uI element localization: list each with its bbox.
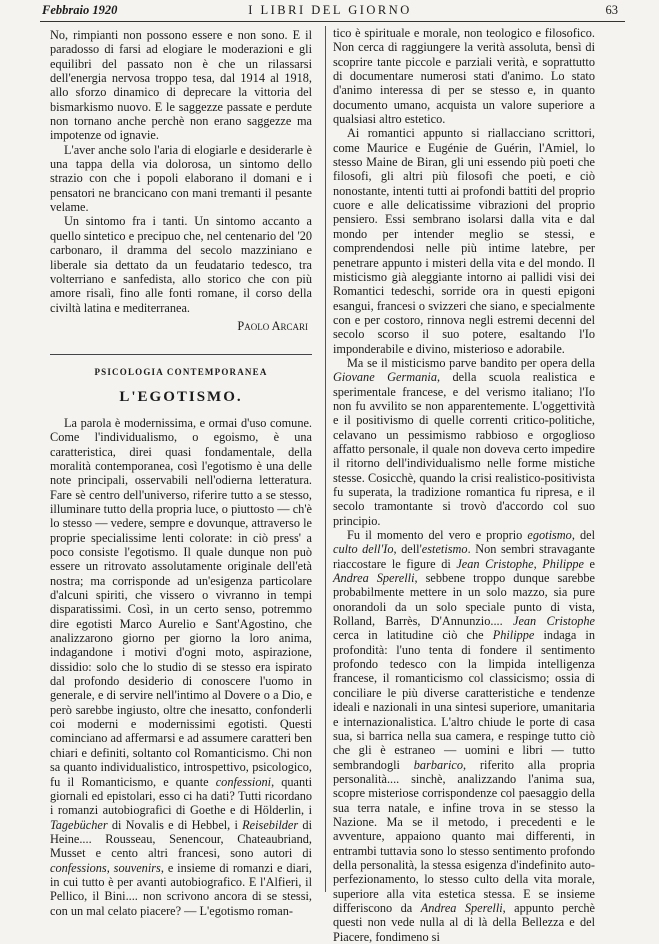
column-divider [325,26,326,892]
italic-run: Giovane Germania [333,370,437,385]
text-run: , sebbene troppo dunque sarebbe probabilmente mettere in un solo mazzo, sia pure onorandoli da un solo speciale punto di vista, Rolland, Barrès, D'Annunzio.... [333,571,596,629]
italic-run: Reisebilder [242,817,299,832]
text-run: e [583,556,595,571]
paragraph [333,356,595,528]
italic-run: egotismo [527,528,572,543]
text-run: Ma se il misticismo parve bandito per opera della [347,355,595,370]
italic-run: Andrea Sperelli [420,900,503,915]
paragraph: tico è spirituale e morale, non teologico e filosofico. Non cerca di raggiungere la verità assoluta, bensì di scoprire tante piccole e parziali verità, e soprattutto di documentare numerosi stati d'animo. Lo stato d'animo interessa di per se stesso e, in quanto documento umano, acquista un valore superiore a qualsiasi altro estetico. [333,26,595,127]
paragraph: Ai romantici appunto si riallacciano scrittori, come Maurice e Eugénie de Guérin, l'Amiel, lo stesso Maine de Biran, gli uni essendo più poeti che filosofi, gli altri più filosofi che poeti, e ciò nonostante, intenti tutti ai profondi battiti del proprio cuore e alle delicatissime vibrazioni del proprio pensiero. Essi sembrano isolarsi dalla vita e dal mondo per intender meglio se stessi, e comprendendosi nelle più intime latebre, per penetrare appunto i misteri della vita e del mondo. Il misticismo già aleggiante intorno ai pallidi visi dei Romantici tedeschi, sorride ora in questi epigoni esangui, francesi o svizzeri che siano, e specialmente con e per costoro, rinnova negli estremi decenni del secolo scorso il suo potere, esaltando l'Io imponderabile e divino, misterioso e adorabile. [333,126,595,356]
italic-run: Philippe [492,628,535,643]
left-column [50,28,312,918]
italic-run: Jean Cristophe [512,614,596,629]
text-run: , della scuola realistica e sperimentale francese, e del verismo italiano; l'Io non fu avvilito se non apparentemente. L'oggettività e il positivismo di quelle correnti critico-politiche, celavano un pessimismo rabbioso e orgoglioso affatto personale, il quale non doveva certo impedire il ritorno dell'individualismo nelle forme mistiche stesse. Cosicchè, quando la crisi realistico-positivista fu superata, la tradizione romantica fu ripresa, e il secolo tramontante si trovò d'accordo col suo principio. [333,370,595,528]
italic-run: Jean Cristophe, Philippe [456,556,584,571]
right-column [333,26,595,944]
article-body [50,416,312,918]
section-rubric: PSICOLOGIA CONTEMPORANEA [94,367,268,378]
text-run: Fu il momento del vero e proprio [347,528,528,543]
paragraph: No, rimpianti non possono essere e non sono. E il paradosso di farsi ad elogiare le moderazioni e gli equilibri del passato non è che un rilassarsi dell'energia nervosa troppo tesa, dal 1914 al 1918, allo sforzo dinamico di deprecare la vittoria del bismarkismo nuovo. E le saggezze passate e perdute non tornano anche perchè non erano saggezze ma impotenze od ignavie. [50,28,312,143]
header-journal-title: I LIBRI DEL GIORNO [248,3,412,17]
italic-run: Andrea Sperelli [333,571,415,586]
text-run: , riferito alla propria personalità.... sinchè, analizzando l'anima sua, scopre misteriose corrispondenze col paesaggio della sua terra natale, e infine trova in se stesso la Nazione. Ma se il metodo, i precedenti e le avventure, appaiono quanto mai differenti, in entrambi tuttavia sono lo stesso sentimento profondo della personalità, la stessa esigenza d'indefinito auto-perfezionamento, lo stesso culto della vita morale, superiore alla vita estetica stessa. E se insieme differiscono da [333,757,595,915]
text-run: , quanti giornali ed epistolari, esso ci ha dati? Tutti ricordano i romanzi autobiografici di Goethe e di Hölderlin, i [50,774,312,818]
text-run: La parola è modernissima, e ormai d'uso comune. Come l'individualismo, o egoismo, è una caratteristica, direi quasi fondamentale, della moralità contemporanea, così l'egotismo è una delle note principali, osservabili nell'odierna letteratura. Fare sè centro dell'universo, riferire tutto a se stesso, illuminare tutto della propria luce, o piuttosto — ch'è lo stesso — vedere, sempre e dovunque, attraverso le proprie specialissime lenti colorate: in ciò press' a poco consiste l'egotismo. Il quale dunque non può essere un ritrovato assolutamente originale dell'età nostra; ma corrisponde ad un'esigenza particolare d'alcuni spiriti, che vissero o vivranno in tempi disparatissimi. Così, in un certo senso, potremmo dire egotisti Marco Aurelio e Sant'Agostino, che analizzarono giorno per giorno la loro anima, indagandone i motivi d'ogni moto, aspirazione, dissidio: solo che lo studio di se stesso era ispirato dal profondo desiderio di conoscere l'uomo in generale, e di servire nell'intimo al Dovere o a Dio, e però sarebbe ingiusto, oltre che inesatto, confonderli coi moderni e modernissimi egotisti. Questi cominciano ad affermarsi e ad assumere caratteri ben chiari e definiti, soltanto col Romanticismo. Chi non sa quanto individualistico, introspettivo, psicologico, fu il Romanticismo, e quante [50,415,312,789]
text-run: . Non sembri stravagante riaccostare le figure di [333,542,595,571]
italic-run: confessions, souvenirs [50,860,161,875]
article-title: L'EGOTISMO. [119,388,243,405]
text-run: , appunto perchè questi non vede nulla al di là della Bellezza e del Piacere, fondimeno si [333,900,596,944]
author-signature: Paolo Arcari [237,318,308,333]
italic-run: confessioni [215,774,272,789]
page-number: 63 [605,3,618,17]
italic-run: estetismo [421,542,468,557]
italic-run: Tagebücher [50,817,108,832]
italic-run: culto dell'Io [333,542,394,557]
text-run: di Novalis e di Hebbel, i [107,817,243,832]
header-date: Febbraio 1920 [42,3,118,17]
paragraph: Un sintomo fra i tanti. Un sintomo accanto a quello sintetico e precipuo che, nel centenario del '20 carbonaro, il dramma del secolo mazziniano e liberale sia dettato da un feudatario tedesco, tra volterriano e sanfedista, allo storico che con più amore risalì, fino alle fonti romane, il corso della civiltà latina e mediterranea. [50,214,312,315]
section-separator [50,354,312,355]
running-header [40,2,620,22]
text-run: , del [571,528,595,543]
text-run: , e insieme di romanzi e diari, in cui tutto è per avanti autobiografico. E l'Alfieri, il Pellico, il Bini.... non scrivono ancora di se stessi, con un mal celato piacere? — L'egotismo roman- [50,860,312,918]
text-run: indaga in profondità: l'uno tenta di fondere il sentimento profondo tedesco con la limpida intelligenza francese, il romanticismo col classicismo; ossia di conciliare le più diverse caratteristiche e tendenze ideali e nazionali in una sintesi superiore, umanitaria e internazionalistica. L'altro chiude le porte di casa sua, si barrica nella sua camera, e respinge tutto ciò che gli è estraneo — uomini e libri — tutto sembrandogli [333,628,595,772]
text-run: cerca in latitudine ciò che [333,628,493,643]
italic-run: barbarico [413,757,463,772]
header-rule [40,21,625,22]
text-run: di Heine.... Rousseau, Senencour, Chateaubriand, Musset e cento altri francesi, sono autori di [50,817,312,861]
text-run: , dell' [393,542,422,557]
paragraph: L'aver anche solo l'aria di elogiarle e desiderarle è una tappa della via dolorosa, un sintomo dello strazio con che i popoli elaborano il domani e i pensatori ne brancicano con mani tremanti il pesante velame. [50,142,312,215]
paragraph [333,528,595,944]
